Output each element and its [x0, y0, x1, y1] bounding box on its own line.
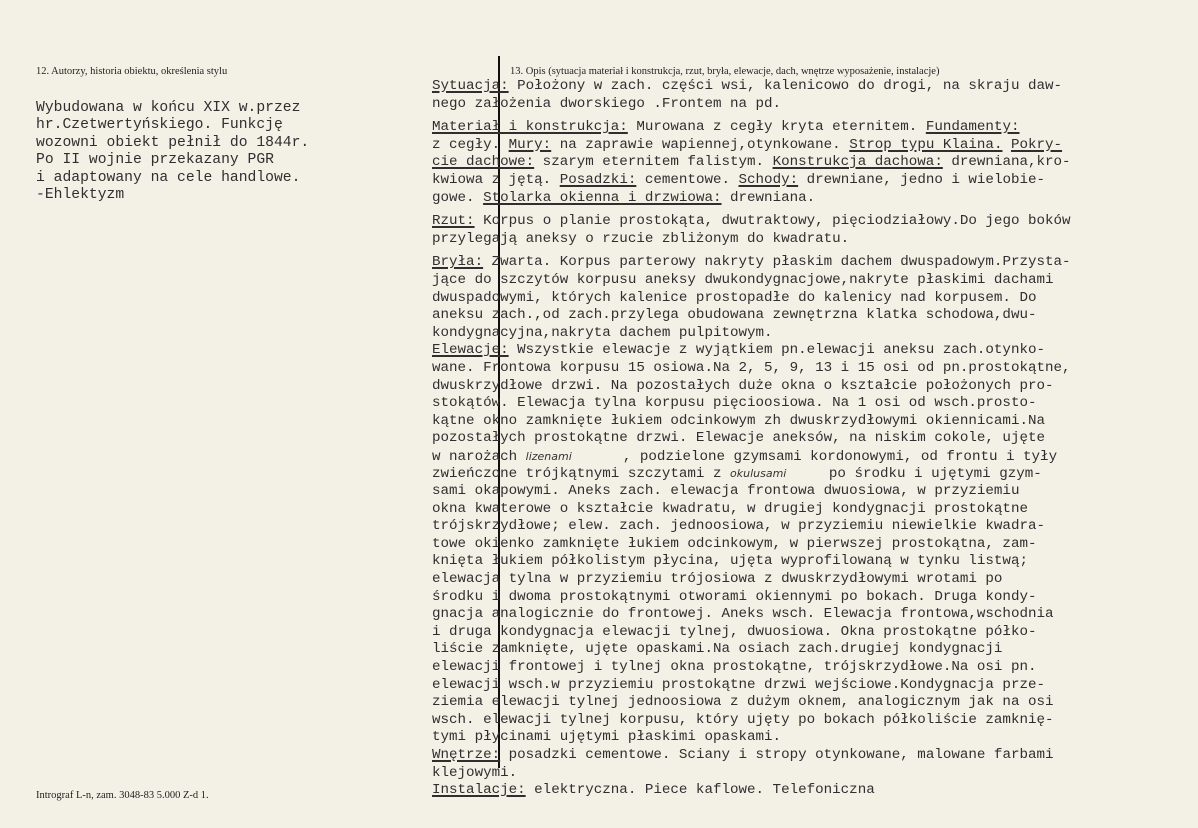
description-line: [432, 765, 1071, 783]
description-line: [432, 606, 1071, 624]
section-heading: Pokry-: [1010, 136, 1063, 153]
description-line: [432, 342, 1071, 360]
handwritten-insert: lizenami: [525, 449, 572, 463]
description-line: [432, 553, 1071, 571]
description-line: [432, 571, 1071, 589]
history-line: wozowni obiekt pełnił do 1844r.: [36, 134, 310, 151]
description-line: [432, 465, 1071, 483]
description-line: [432, 624, 1071, 642]
typed-text: aneksu zach.,od zach.przylega obudowana zewnętrzna klatka schodowa,dwu-: [432, 307, 1037, 324]
typed-text: i druga kondygnacja elewacji tylnej, dwuosiowa. Okna prostokątne półko-: [432, 623, 1037, 640]
description-line: [432, 483, 1071, 501]
description-line: [432, 119, 1071, 137]
section-heading: Wnętrze:: [432, 746, 501, 763]
typed-text: kondygnacyjna,nakryta dachem pulpitowym.: [432, 324, 773, 341]
typed-text: liście zamknięte, ujęte opaskami.Na osiach zach.drugiej kondygnacji: [432, 641, 1003, 658]
section-heading: Elewacje:: [432, 342, 509, 359]
description-line: [432, 137, 1071, 155]
section-heading: Mury:: [508, 136, 552, 153]
description-line: [432, 307, 1071, 325]
typed-text: wsch. elewacji tylnej korpusu, który ujęty po bokach półkoliście zamknię-: [432, 711, 1054, 728]
description-line: [432, 747, 1071, 765]
description-line: [432, 395, 1071, 413]
typed-text: Murowana z cegły kryta eternitem.: [627, 119, 926, 136]
description-line: [432, 378, 1071, 396]
typed-text: , podzielone gzymsami kordonowymi, od frontu i tyły: [571, 448, 1058, 465]
section-heading: Schody:: [738, 171, 799, 188]
typed-text: towe okienko zamknięte łukiem odcinkowym, w pierwszej prostokątna, zam-: [432, 535, 1037, 552]
printer-imprint: Intrograf L-n, zam. 3048-83 5.000 Z-d 1.: [36, 790, 209, 801]
description-line: [432, 518, 1071, 536]
description-line: [432, 213, 1071, 231]
description-line: [432, 712, 1071, 730]
typed-text: Położony w zach. części wsi, kalenicowo do drogi, na skraju daw-: [508, 78, 1063, 94]
typed-text: Korpus o planie prostokąta, dwutraktowy, pięciodziałowy.Do jego boków: [474, 213, 1071, 230]
right-section-header: 13. Opis (sytuacja materiał i konstrukcja, rzut, bryła, elewacje, dach, wnętrze wyposażenie, instalacje): [510, 66, 940, 77]
description-line: [432, 782, 1071, 800]
typed-text: elektryczna. Piece kaflowe. Telefoniczna: [525, 782, 875, 799]
description-line: [432, 677, 1071, 695]
description-line: [432, 231, 1071, 249]
section-heading: Rzut:: [432, 213, 475, 230]
description-line: [432, 325, 1071, 343]
typed-text: elewacji frontowej i tylnej okna prostokątne, trójskrzydłowe.Na osi pn.: [432, 659, 1037, 675]
typed-text: kwiowa z jętą.: [432, 171, 560, 188]
typed-text: drewniana.: [721, 189, 816, 206]
description-line: [432, 501, 1071, 519]
description-line: [432, 413, 1071, 431]
description-line: [432, 190, 1071, 208]
typed-text: pozostałych prostokątne drzwi. Elewacje aneksów, na niskim cokole, ujęte: [432, 430, 1045, 447]
typed-text: przylegają aneksy o rzucie zbliżonym do kwadratu.: [432, 230, 850, 247]
description-line: [432, 172, 1071, 190]
typed-text: dwuspadowymi, których kalenice prostopadłe do kalenicy nad korpusem. Do: [432, 289, 1037, 306]
description-line: [432, 154, 1071, 172]
typed-text: wane. Frontowa korpusu 15 osiowa.Na 2, 5, 9, 13 i 15 osi od pn.prostokątne,: [432, 359, 1071, 376]
description-line: [432, 448, 1071, 466]
typed-text: gnacja analogicznie do frontowej. Aneks wsch. Elewacja frontowa,wschodnia: [432, 606, 1054, 623]
history-line: Po II wojnie przekazany PGR: [36, 152, 274, 169]
typed-text: nego założenia dworskiego .Frontem na pd.: [432, 95, 782, 112]
typed-text: knięta łukiem półkolistym płycina, ujęta wyprofilowaną w tynku listwą;: [432, 553, 1028, 570]
description-line: [432, 272, 1071, 290]
typed-text: klejowymi.: [432, 764, 518, 781]
description-line: [432, 430, 1071, 448]
typed-text: okna kwaterowe o kształcie kwadratu, w drugiej kondygnacji prostokątne: [432, 500, 1028, 517]
section-heading: Sytuacja:: [432, 78, 509, 94]
typed-text: stokątów. Elewacja tylna korpusu pięcioosiowa. Na 1 osi od wsch.prosto-: [432, 395, 1037, 412]
description-line: [432, 536, 1071, 554]
typed-text: drewniana,kro-: [942, 154, 1071, 171]
typed-text: na zaprawie wapiennej,otynkowane.: [551, 136, 850, 153]
description-line: [432, 78, 1071, 96]
section-heading: Konstrukcja dachowa:: [772, 154, 943, 171]
description-line: [432, 729, 1071, 747]
typed-text: kątne okno zamknięte łukiem odcinkowym zh dwuskrzydłowymi okiennicami.Na: [432, 412, 1045, 429]
history-line: -Ehlektyzm: [36, 187, 125, 204]
history-line: i adaptowany na cele handlowe.: [36, 169, 301, 186]
typed-text: gowe.: [432, 189, 484, 206]
history-line: Wybudowana w końcu XIX w.przez: [36, 100, 301, 116]
typed-text: z cegły.: [432, 136, 509, 153]
typed-text: cementowe.: [636, 171, 739, 188]
typed-text: zwieńczone trójkątnymi szczytami z: [432, 466, 730, 483]
section-heading: Posadzki:: [559, 171, 637, 188]
typed-text: [1002, 137, 1011, 153]
section-heading: Instalacje:: [432, 782, 526, 799]
typed-text: posadzki cementowe. Sciany i stropy otynkowane, malowane farbami: [500, 746, 1054, 763]
typed-text: Wszystkie elewacje z wyjątkiem pn.elewacji aneksu zach.otynko-: [508, 342, 1045, 359]
description-line: [432, 96, 1071, 114]
typed-text: elewacja tylna w przyziemiu trójosiowa z dwuskrzydłowymi wrotami po: [432, 571, 1003, 588]
typed-text: środku i dwoma prostokątnymi otworami okiennymi po bokach. Druga kondy-: [432, 588, 1037, 605]
history-line: hr.Czetwertyńskiego. Funkcję: [36, 117, 283, 134]
description-line: [432, 254, 1071, 272]
typed-text: ziemia elewacji tylnej jednoosiowa z dużym oknem, analogicznym jak na osi: [432, 694, 1054, 711]
typed-text: w narożach: [432, 448, 526, 465]
description-line: [432, 641, 1071, 659]
typed-text: tymi płycinami ujętymi płaskimi opaskami.: [432, 729, 782, 746]
typed-text: po środku i ujętymi gzym-: [786, 466, 1042, 483]
typed-text: jące do szczytów korpusu aneksy dwukondygnacjowe,nakryte płaskimi dachami: [432, 271, 1054, 288]
section-heading: cie dachowe:: [432, 154, 535, 171]
section-heading: Bryła:: [432, 254, 484, 271]
typed-text: sami okapowymi. Aneks zach. elewacja frontowa dwuosiowa, w przyziemiu: [432, 483, 1020, 500]
description-typed-text: [432, 78, 1071, 800]
description-line: [432, 589, 1071, 607]
typed-text: trójskrzydłowe; elew. zach. jednoosiowa, w przyziemiu niewielkie kwadra-: [432, 518, 1045, 535]
section-heading: Strop typu Klaina.: [849, 136, 1003, 153]
typed-text: drewniane, jedno i wielobie-: [798, 171, 1046, 188]
description-line: [432, 694, 1071, 712]
typed-text: Zwarta. Korpus parterowy nakryty płaskim dachem dwuspadowym.Przysta-: [483, 254, 1071, 271]
handwritten-insert: okulusami: [730, 467, 787, 481]
typed-text: szarym eternitem falistym.: [534, 154, 773, 171]
section-heading: Fundamenty:: [925, 119, 1020, 136]
typed-text: dwuskrzydłowe drzwi. Na pozostałych duże okna o kształcie położonych pro-: [432, 377, 1054, 394]
description-line: [432, 290, 1071, 308]
section-heading: Stolarka okienna i drzwiowa:: [483, 189, 722, 206]
section-heading: Materiał i konstrukcja:: [432, 119, 628, 136]
description-line: [432, 659, 1071, 677]
typed-text: elewacji wsch.w przyziemiu prostokątne drzwi wejściowe.Kondygnacja prze-: [432, 676, 1045, 693]
left-section-header: 12. Autorzy, historia obiektu, określenia stylu: [36, 66, 228, 77]
history-typed-text: [36, 100, 309, 204]
description-line: [432, 360, 1071, 378]
